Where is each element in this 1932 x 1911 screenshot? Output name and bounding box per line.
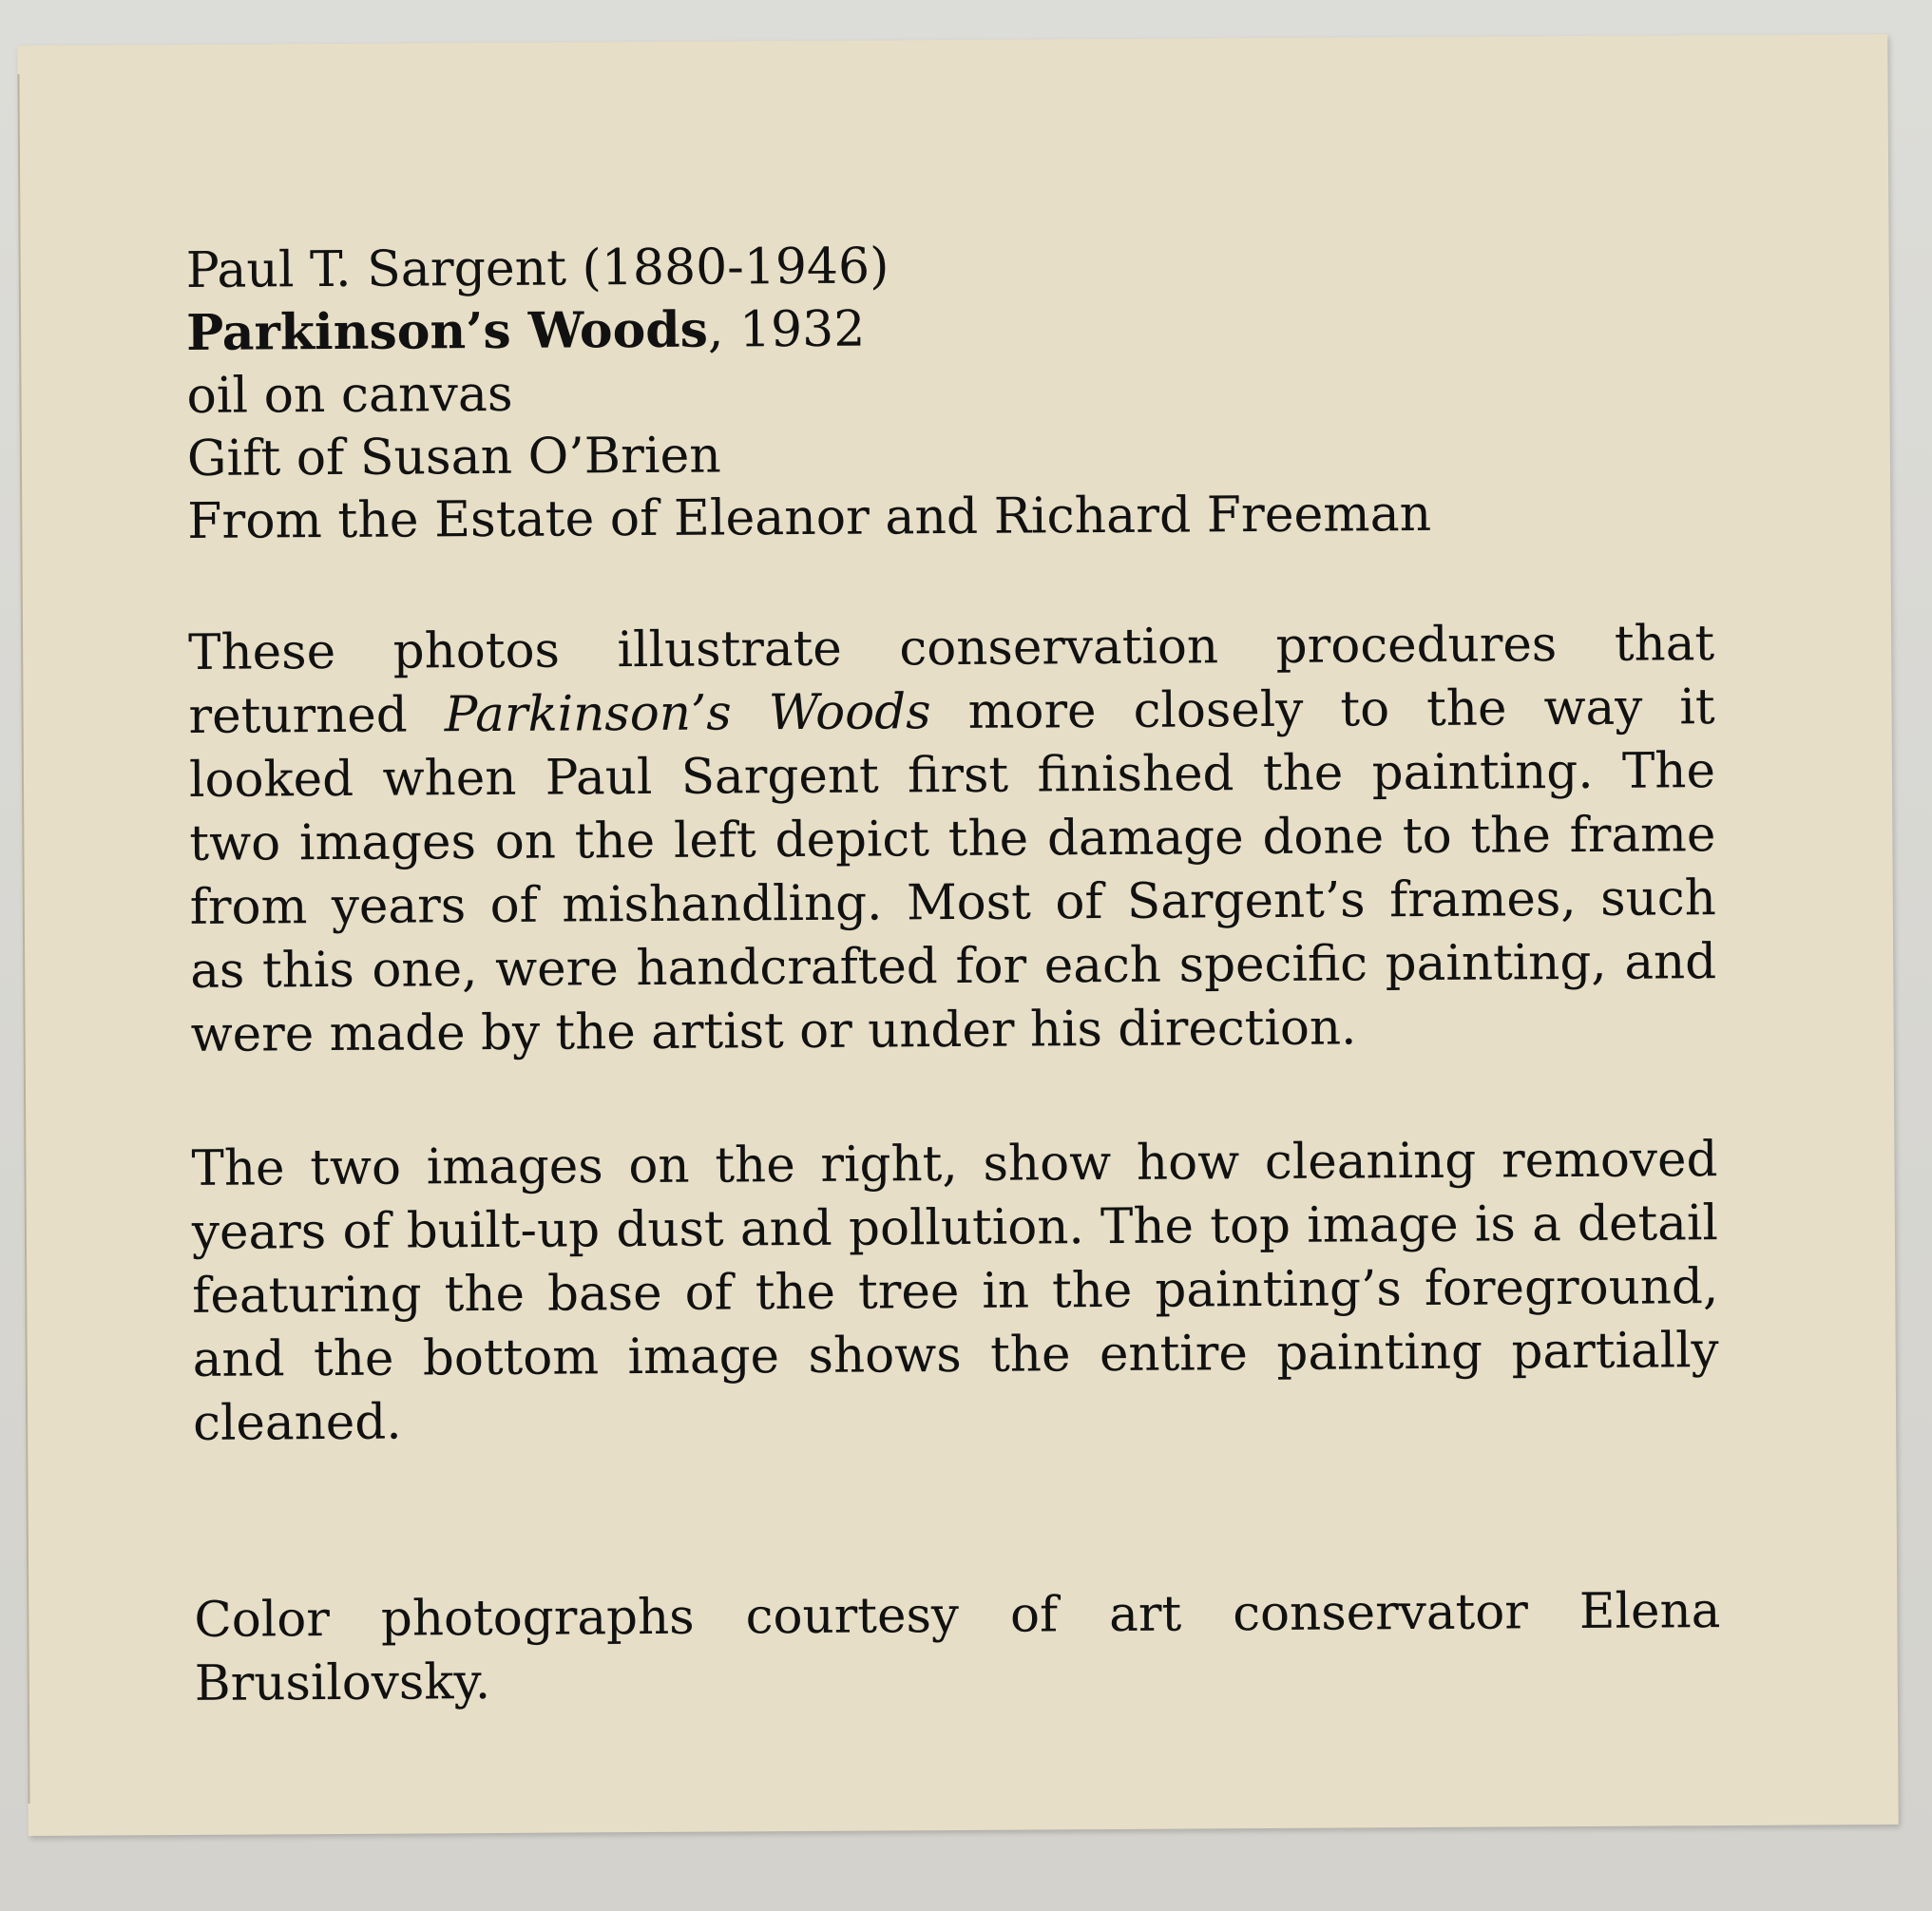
artwork-title: Parkinson’s Woods <box>185 300 709 362</box>
museum-label-card <box>17 34 1898 1836</box>
cleaning-paragraph: The two images on the right, show how cleaning removed years of built-up dust and pollution. The top image is a detail featuring the base of the tree in the painting’s foreground, and the bottom image shows the entire painting partially cleaned. <box>191 1131 1719 1452</box>
title-line <box>186 293 1712 365</box>
conservation-paragraph <box>188 612 1717 1067</box>
paragraph-text-start: These photos illustrate conservation procedures that returned <box>187 615 1715 745</box>
estate-line: From the Estate of Eleanor and Richard Freeman <box>187 485 1432 550</box>
label-text <box>186 230 1721 1716</box>
artist-line: Paul T. Sargent (1880-1946) <box>185 238 889 299</box>
artwork-year: 1932 <box>738 300 866 359</box>
gift-line: Gift of Susan O’Brien <box>186 427 721 487</box>
title-separator: , <box>707 301 740 359</box>
paragraph-text-end: more closely to the way it looked when Paul Sargent first finished the painting. The two images on the left depict the damage done to the frame from years of mishandling. Most of Sargent’s frames, such as this one, were handcrafted for each specific painting, and were made by the artist or under his direction. <box>188 678 1717 1063</box>
italic-artwork-title: Parkinson’s Woods <box>444 683 931 744</box>
photo-credit: Color photographs courtesy of art conservator Elena Brusilovsky. <box>194 1582 1721 1712</box>
medium-line: oil on canvas <box>186 365 513 425</box>
